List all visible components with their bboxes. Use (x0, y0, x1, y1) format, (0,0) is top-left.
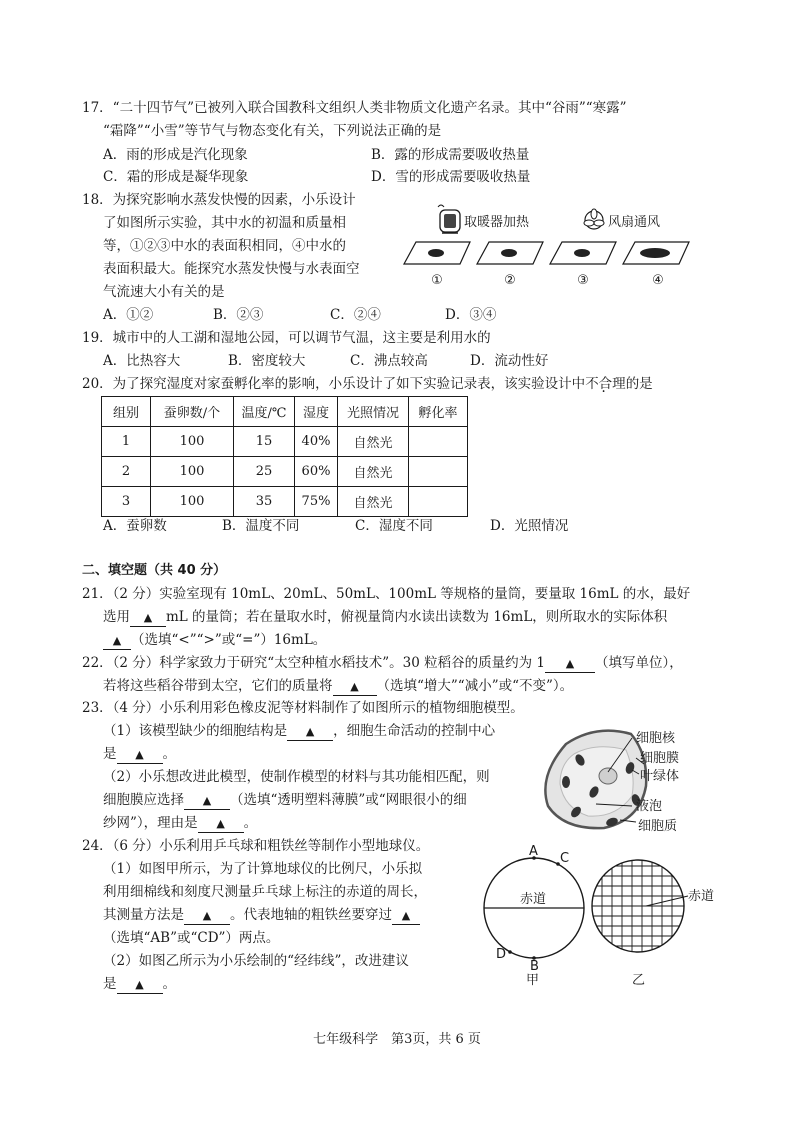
answer-blank[interactable] (287, 723, 333, 741)
table-cell: 60% (295, 457, 338, 487)
q24-line7-a: 是 (103, 976, 117, 992)
fan-icon (584, 209, 604, 229)
q20-option-b: B．温度不同 (222, 518, 300, 534)
plate-1 (404, 242, 470, 264)
q18-stem-line5: 气流速大小有关的是 (103, 284, 225, 300)
table-header-cell: 蚕卵数/个 (151, 397, 234, 427)
q17-option-a: A．雨的形成是汽化现象 (103, 147, 248, 163)
q21-line3 (103, 630, 326, 650)
answer-blank[interactable] (103, 632, 131, 650)
table-cell: 40% (295, 427, 338, 457)
q23-line5 (103, 790, 467, 810)
q23-line3-b: 。 (162, 746, 176, 762)
q18-stem-line1: 18．为探究影响水蒸发快慢的因素，小乐设计 (82, 192, 356, 208)
table-cell: 25 (234, 457, 295, 487)
q23-line2-b: ，细胞生命活动的控制中心 (333, 723, 496, 739)
q23-line5-a: 细胞膜应选择 (103, 792, 184, 808)
q19-option-d: D．流动性好 (470, 353, 549, 369)
point-d-label: D (496, 947, 507, 962)
q19-option-c: C．沸点较高 (350, 353, 428, 369)
q18-option-d: D．③④ (445, 307, 497, 323)
plate-3 (550, 242, 616, 264)
table-cell: 75% (295, 487, 338, 517)
equator-label-jia: 赤道 (520, 892, 547, 907)
answer-blank[interactable] (545, 655, 595, 673)
q23-line2 (103, 721, 495, 741)
table-cell: 自然光 (338, 457, 409, 487)
q21-line1: 21．（2 分）实验室现有 10mL、20mL、50mL、100mL 等规格的量筒，要量取 16mL 的水，最好 (82, 586, 691, 602)
table-header-cell: 孵化率 (409, 397, 468, 427)
table-cell: 自然光 (338, 427, 409, 457)
q18-stem-line2: 了如图所示实验，其中水的初温和质量相 (103, 215, 346, 231)
q24-line1: 24．（6 分）小乐利用乒乓球和粗铁丝等制作小型地球仪。 (82, 838, 430, 854)
fan-label: 风扇通风 (608, 215, 661, 230)
q20-stem-pre: 20．为了探究湿度对家蚕孵化率的影响，小乐设计了如下实验记录表，该实验设计中 (82, 376, 586, 392)
label-chloroplast: 叶绿体 (640, 769, 680, 784)
table-row (102, 487, 468, 517)
table-cell: 15 (234, 427, 295, 457)
plate-3-label: ③ (577, 273, 589, 288)
table-cell: 3 (102, 487, 151, 517)
table-cell (409, 457, 468, 487)
plate-1-label: ① (431, 273, 443, 288)
table-cell: 自然光 (338, 487, 409, 517)
q22-line2-a: 若将这些稻谷带到太空，它们的质量将 (103, 678, 333, 694)
point-c-label: C (560, 851, 570, 866)
q20-option-a: A．蚕卵数 (103, 518, 167, 534)
q22-line1-b: （填写单位）， (594, 655, 683, 671)
plate-2-label: ② (504, 273, 516, 288)
point-b-label: B (530, 959, 539, 974)
table-row (102, 457, 468, 487)
table-cell: 100 (151, 457, 234, 487)
q23-line1: 23．（4 分）小乐利用彩色橡皮泥等材料制作了如图所示的植物细胞模型。 (82, 700, 524, 716)
table-cell: 2 (102, 457, 151, 487)
label-cytoplasm: 细胞质 (638, 819, 678, 834)
heater-icon (438, 205, 460, 233)
q23-line4: （2）小乐想改进此模型，使制作模型的材料与其功能相匹配，则 (103, 769, 490, 785)
q19-stem: 19．城市中的人工湖和湿地公园，可以调节气温，这主要是利用水的 (82, 330, 491, 346)
section-title: 二、填空题（共 40 分） (82, 563, 227, 578)
nucleus-icon (599, 768, 617, 784)
q24-line5: （选填“AB”或“CD”）两点。 (103, 930, 280, 946)
heater-label: 取暖器加热 (464, 215, 530, 230)
q23-line2-a: （1）该模型缺少的细胞结构是 (103, 723, 288, 739)
caption-jia: 甲 (526, 973, 540, 988)
table-header-cell: 光照情况 (338, 397, 409, 427)
answer-blank[interactable] (184, 792, 230, 810)
q20-stem-post: 的是 (625, 376, 653, 392)
q19-option-b: B．密度较大 (228, 353, 306, 369)
q24-line7 (103, 974, 176, 994)
answer-blank[interactable] (333, 678, 377, 696)
triangle-mark: ▲ (350, 680, 359, 693)
plate-4-label: ④ (652, 273, 664, 288)
triangle-mark: ▲ (401, 909, 411, 922)
q24-line2: （1）如图甲所示，为了计算地球仪的比例尺，小乐拟 (103, 861, 423, 877)
q17-option-d: D．雪的形成需要吸收热量 (371, 169, 531, 185)
q24-globe-figure-yi (588, 842, 738, 990)
triangle-mark: ▲ (112, 634, 122, 647)
q24-line4-a: 其测量方法是 (103, 907, 184, 923)
table-cell (409, 487, 468, 517)
q23-line6-a: 纱网”），理由是 (103, 815, 198, 831)
answer-blank[interactable] (117, 976, 163, 994)
q22-line2-b: （选填“增大”“减小”或“不变”）。 (376, 678, 574, 694)
point-a-label: A (529, 844, 538, 859)
q24-line4-b: 。代表地轴的粗铁丝要穿过 (230, 907, 392, 923)
q17-option-b: B．露的形成需要吸收热量 (371, 147, 530, 163)
q20-option-c: C．湿度不同 (355, 518, 433, 534)
plate-2 (477, 242, 543, 264)
answer-blank[interactable] (184, 907, 230, 925)
q18-stem-line3: 等，①②③中水的表面积相同，④中水的 (103, 238, 346, 254)
q22-line2 (103, 676, 573, 696)
triangle-mark: ▲ (135, 748, 144, 761)
q18-option-a: A．①② (103, 307, 154, 323)
q23-cell-model-figure (536, 724, 726, 842)
q23-line6-b: 。 (243, 815, 258, 831)
triangle-mark: ▲ (305, 725, 315, 738)
triangle-mark: ▲ (565, 657, 575, 670)
table-header-cell: 湿度 (295, 397, 338, 427)
label-nucleus: 细胞核 (636, 731, 676, 746)
table-header-cell: 组别 (102, 397, 151, 427)
table-cell: 35 (234, 487, 295, 517)
table-cell: 100 (151, 487, 234, 517)
q18-option-c: C．②④ (330, 307, 381, 323)
q23-line3-a: 是 (103, 746, 117, 762)
q18-figure (400, 200, 710, 292)
q23-line3 (103, 744, 176, 764)
q22-line1-a: 22．（2 分）科学家致力于研究“太空种植水稻技术”。30 粒稻谷的质量约为 1 (82, 655, 545, 671)
q18-option-b: B．②③ (213, 307, 264, 323)
table-row (102, 427, 468, 457)
answer-blank[interactable] (117, 746, 163, 764)
q20-record-table (101, 396, 468, 517)
table-header-cell: 温度/℃ (234, 397, 295, 427)
caption-yi: 乙 (632, 973, 646, 988)
answer-blank[interactable] (392, 907, 420, 925)
q23-line6 (103, 813, 257, 833)
q24-line3: 利用细棉线和刻度尺测量乒乓球上标注的赤道的周长， (103, 884, 427, 900)
q19-option-a: A．比热容大 (103, 353, 181, 369)
q22-line1 (82, 653, 683, 673)
table-cell: 100 (151, 427, 234, 457)
q21-line2-b: mL 的量筒；若在量取水时，俯视量筒内水读出读数为 16mL，则所取水的实际体积 (166, 609, 668, 625)
q23-line5-b: （选填“透明塑料薄膜”或“网眼很小的细 (230, 792, 467, 808)
q20-stem (82, 374, 653, 394)
triangle-mark: ▲ (202, 794, 212, 807)
q21-line2-a: 选用 (103, 609, 130, 625)
equator-label-yi: 赤道 (688, 889, 715, 904)
page-footer: 七年级科学 第3页，共 6 页 (313, 1032, 481, 1047)
label-cell-membrane: 细胞膜 (640, 751, 680, 766)
q17-stem-line1: 17．“二十四节气”已被列入联合国教科文组织人类非物质文化遗产名录。其中“谷雨”“寒露” (82, 100, 627, 116)
q18-stem-line4: 表面积最大。能探究水蒸发快慢与水表面空 (103, 261, 360, 277)
q24-line6: （2）如图乙所示为小乐绘制的“经纬线”，改进建议 (103, 953, 409, 969)
triangle-mark: ▲ (202, 909, 212, 922)
q20-option-d: D．光照情况 (490, 518, 569, 534)
plate-4 (623, 242, 689, 264)
triangle-mark: ▲ (135, 978, 144, 991)
q17-option-c: C．霜的形成是凝华现象 (103, 169, 249, 185)
triangle-mark: ▲ (216, 817, 225, 830)
table-cell: 1 (102, 427, 151, 457)
q21-line2 (103, 607, 667, 627)
triangle-mark: ▲ (143, 611, 153, 624)
table-cell (409, 427, 468, 457)
q21-line3-b: （选填“<”“>”或“=”）16mL。 (131, 632, 327, 648)
answer-blank[interactable] (130, 609, 166, 627)
q24-line7-b: 。 (162, 976, 176, 992)
table-header-row (102, 397, 468, 427)
q20-stem-emphasis: 不合理 (585, 376, 626, 392)
answer-blank[interactable] (198, 815, 244, 833)
q24-line4 (103, 905, 420, 925)
q17-stem-line2: “霜降”“小雪”等节气与物态变化有关，下列说法正确的是 (103, 123, 442, 139)
label-vacuole: 液泡 (636, 799, 663, 814)
